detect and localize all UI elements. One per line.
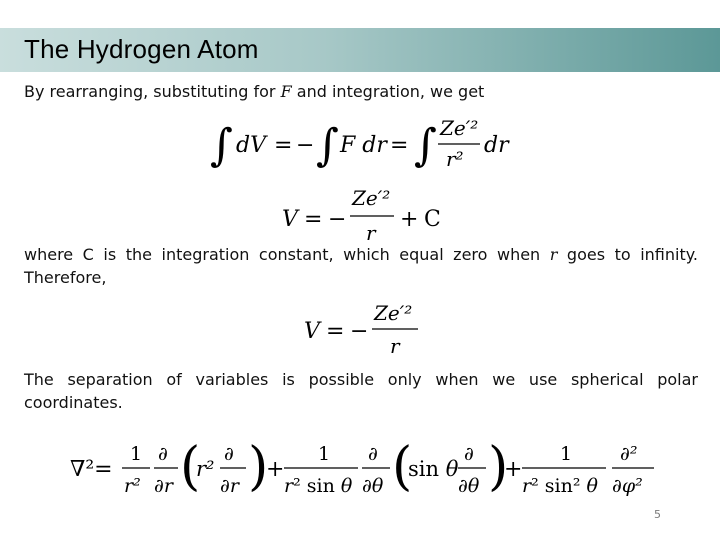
- equals-sign-3: =: [304, 207, 323, 232]
- term2-close-paren: ): [488, 437, 509, 497]
- potential-equation: [304, 296, 434, 365]
- term2-partial-top: ∂: [368, 443, 378, 465]
- term3-partial-top: ∂²: [620, 443, 638, 465]
- term1-inner-partial-top: ∂: [224, 443, 234, 465]
- fraction-numerator-2: Ze′²: [352, 186, 391, 210]
- fraction-denominator: r²: [446, 147, 464, 171]
- equals-sign-1: =: [274, 133, 293, 158]
- fraction-numerator-3: Ze′²: [374, 301, 413, 325]
- intro-paragraph: [24, 80, 698, 103]
- fraction-denominator-2: r: [366, 221, 376, 245]
- laplacian-equation-svg: [70, 434, 660, 506]
- intro-variable: F: [280, 82, 292, 101]
- term2-denominator: r² sin θ: [284, 475, 353, 497]
- term1-partial-top: ∂: [158, 443, 168, 465]
- nabla-squared: ∇²=: [70, 457, 113, 482]
- term1-denominator: r²: [124, 475, 141, 497]
- plus-sign-2: +: [266, 457, 285, 482]
- term1-open-paren: (: [180, 437, 201, 497]
- therefore-line: Therefore,: [24, 268, 107, 287]
- intro-text-post: and integration, we get: [291, 82, 485, 101]
- term1-close-paren: ): [248, 437, 269, 497]
- separation-line-1: The separation of variables is possible only when we use spherical polar: [24, 370, 698, 389]
- term1-r-squared: r²: [196, 457, 215, 481]
- integral-term-dv: dV: [236, 133, 266, 158]
- potential-v: V: [282, 207, 298, 232]
- separation-line-2: coordinates.: [24, 393, 123, 412]
- minus-sign-3: −: [350, 319, 369, 344]
- slide-number: 5: [654, 508, 661, 521]
- integral-sign-3: ∫: [414, 120, 437, 171]
- minus-sign-2: −: [328, 207, 347, 232]
- term3-partial-bottom: ∂φ²: [612, 475, 643, 497]
- separation-paragraph: [24, 368, 698, 414]
- fraction-denominator-3: r: [390, 334, 400, 358]
- term2-inner-partial-top: ∂: [464, 443, 474, 465]
- where-paragraph: [24, 243, 698, 289]
- equals-sign-2: =: [390, 133, 409, 158]
- integral-sign-2: ∫: [316, 120, 339, 171]
- term2-numerator: 1: [318, 443, 331, 465]
- term3-denominator: r² sin² θ: [522, 475, 598, 497]
- intro-text-pre: By rearranging, substituting for: [24, 82, 281, 101]
- integral-equation: [210, 108, 530, 183]
- term2-sin-theta: sin θ: [408, 457, 459, 481]
- laplacian-equation: [70, 434, 660, 511]
- term2-open-paren: (: [392, 437, 413, 497]
- term3-numerator: 1: [560, 443, 573, 465]
- where-text-b: goes to infinity.: [557, 245, 698, 264]
- where-text-a: where C is the integration constant, which equal zero when: [24, 245, 550, 264]
- plus-sign-1: +: [400, 207, 419, 232]
- equals-sign-4: =: [326, 319, 345, 344]
- constant-c: C: [424, 207, 441, 232]
- integral-term-fdr: F dr: [340, 133, 387, 158]
- minus-sign-1: −: [296, 133, 315, 158]
- integral-term-dr: dr: [484, 133, 509, 158]
- slide-title: The Hydrogen Atom: [24, 34, 259, 64]
- potential-equation-svg: [304, 296, 434, 360]
- plus-sign-3: +: [504, 457, 523, 482]
- where-line: [24, 243, 698, 266]
- integral-sign-1: ∫: [210, 120, 233, 171]
- fraction-numerator: Ze′²: [440, 116, 479, 140]
- potential-with-constant-svg: [282, 183, 462, 245]
- term2-partial-bottom: ∂θ: [362, 475, 384, 497]
- term1-numerator: 1: [130, 443, 143, 465]
- integral-equation-svg: [210, 108, 530, 178]
- term1-partial-bottom: ∂r: [154, 475, 173, 497]
- term2-inner-partial-bottom: ∂θ: [458, 475, 480, 497]
- potential-with-constant-equation: [282, 183, 462, 250]
- term1-inner-partial-bottom: ∂r: [220, 475, 239, 497]
- where-variable: r: [549, 245, 558, 264]
- potential-v-2: V: [304, 319, 320, 344]
